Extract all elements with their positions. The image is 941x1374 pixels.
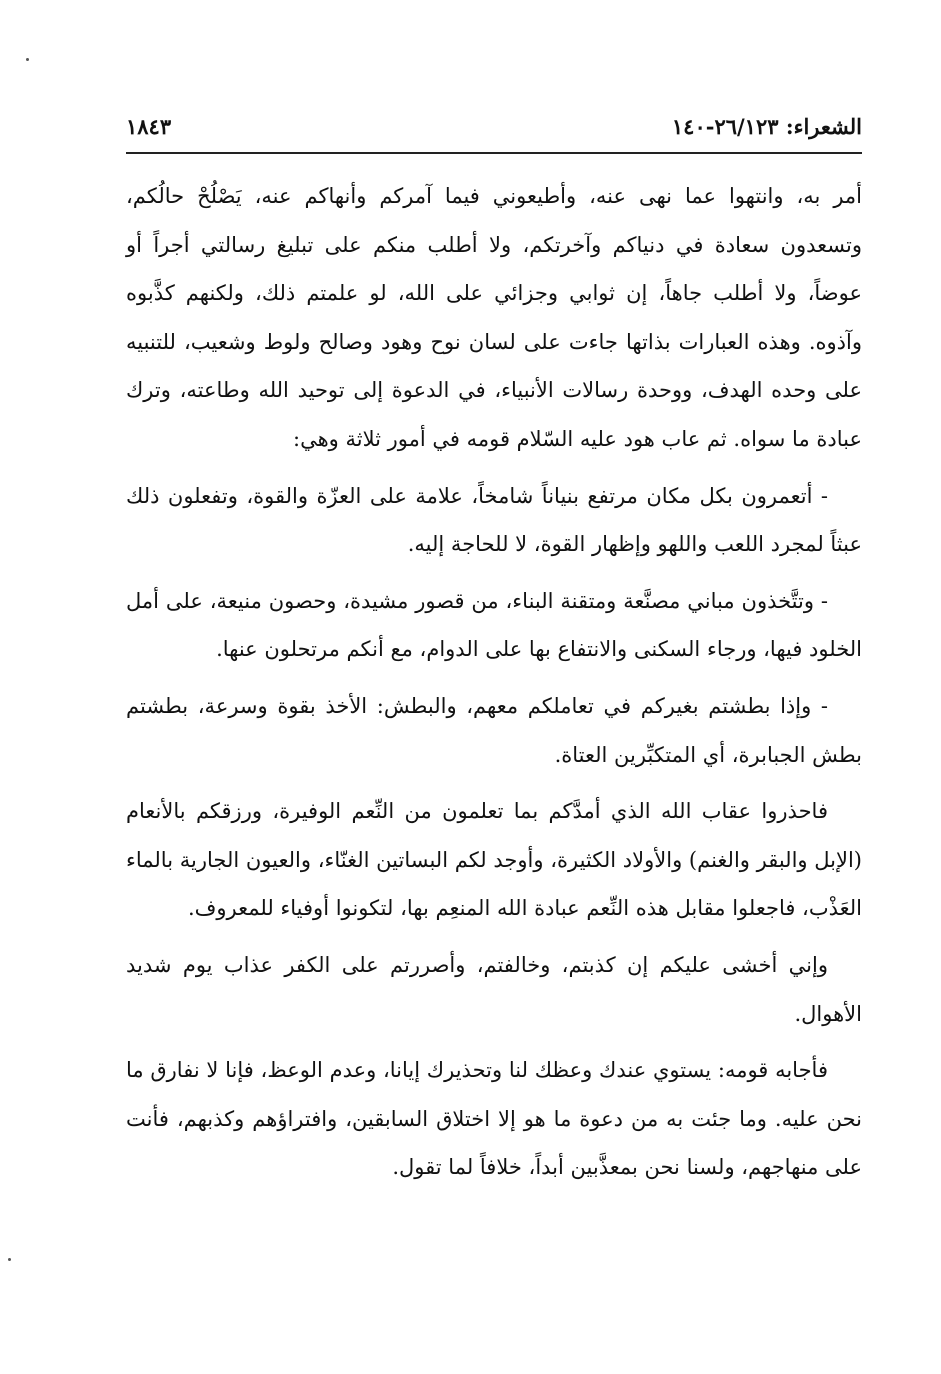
scan-speck bbox=[8, 1258, 11, 1261]
body-text bbox=[126, 172, 862, 1192]
page-header bbox=[126, 112, 862, 152]
bullet-paragraph: - وإذا بطشتم بغيركم في تعاملكم معهم، والبطش: الأخذ بقوة وسرعة، بطشتم بطش الجبابرة، أي المتكبِّرين العتاة. bbox=[126, 693, 862, 767]
running-head: الشعراء: ٢٦/١٢٣-١٤٠ bbox=[671, 114, 862, 139]
header-rule bbox=[126, 152, 862, 154]
paragraph: فاحذروا عقاب الله الذي أمدَّكم بما تعلمون من النِّعم الوفيرة، ورزقكم بالأنعام (الإبل والبقر والغنم) والأولاد الكثيرة، وأوجد لكم البساتين الغنّاء، والعيون الجارية بالماء العَذْب، فاجعلوا مقابل هذه النِّعم عبادة الله المنعِم بها، لتكونوا أوفياء للمعروف. bbox=[126, 799, 862, 921]
bullet-paragraph: - وتتَّخذون مباني مصنَّعة ومتقنة البناء، من قصور مشيدة، وحصون منيعة، على أمل الخلود فيها، ورجاء السكنى والانتفاع بها على الدوام، مع أنكم مرتحلون عنها. bbox=[126, 588, 862, 662]
scan-speck bbox=[26, 58, 29, 61]
bullet-paragraph: - أتعمرون بكل مكان مرتفع بنياناً شامخاً، علامة على العزّة والقوة، وتفعلون ذلك عبثاً لمجرد اللعب واللهو وإظهار القوة، لا للحاجة إليه. bbox=[126, 483, 862, 557]
paragraph: وإني أخشى عليكم إن كذبتم، وخالفتم، وأصررتم على الكفر عذاب يوم شديد الأهوال. bbox=[126, 952, 862, 1026]
paragraph: أمر به، وانتهوا عما نهى عنه، وأطيعوني فيما آمركم وأنهاكم عنه، يَصْلُحْ حالُكم، وتسعدون سعادة في دنياكم وآخرتكم، ولا أطلب منكم على تبليغ رسالتي أجراً أو عوضاً، ولا أطلب جاهاً، إن ثوابي وجزائي على الله، لو علمتم ذلك، ولكنهم كذَّبوه وآذوه. وهذه العبارات بذاتها جاءت على لسان نوح وهود وصالح ولوط وشعيب، للتنبيه على وحده الهدف، ووحدة رسالات الأنبياء، في الدعوة إلى توحيد الله وطاعته، وترك عبادة ما سواه. ثم عاب هود عليه السّلام قومه في أمور ثلاثة وهي: bbox=[126, 184, 862, 451]
page-number: ١٨٤٣ bbox=[126, 114, 172, 139]
paragraph: فأجابه قومه: يستوي عندك وعظك لنا وتحذيرك إيانا، وعدم الوعظ، فإنا لا نفارق ما نحن عليه. وما جئت به من دعوة ما هو إلا اختلاق السابقين، وافتراؤهم وكذبهم، فأنت على منهاجهم، ولسنا نحن بمعذَّبين أبداً، خلافاً لما تقول. bbox=[126, 1058, 862, 1180]
